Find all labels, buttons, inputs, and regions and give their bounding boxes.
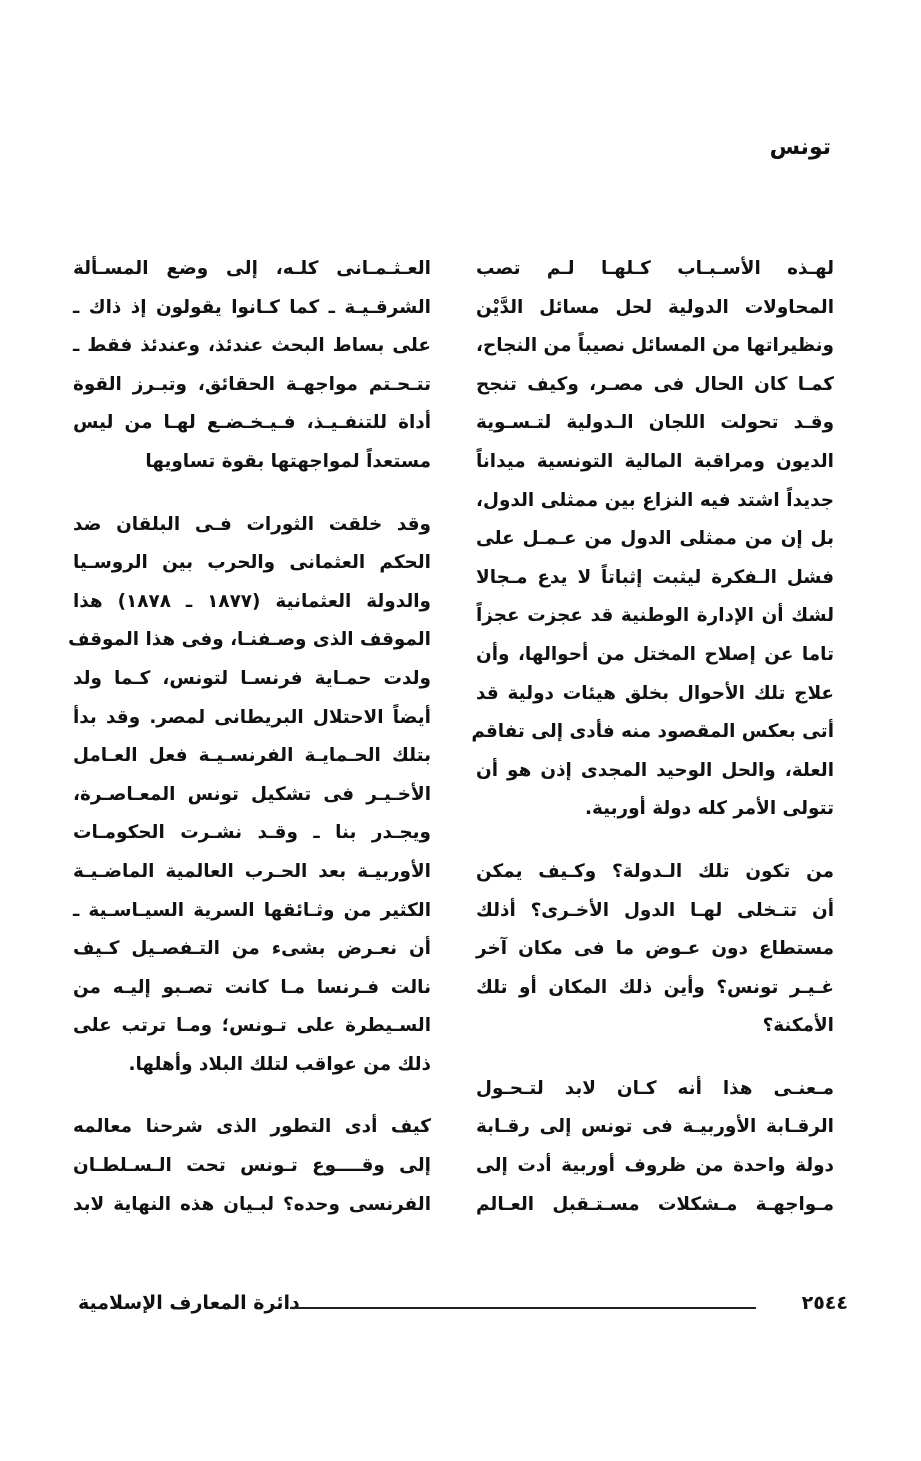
text-line: وقـد تحولت اللجان الـدولية لتـسـوية [476, 412, 834, 434]
footer-source-title: دائرة المعارف الإسلامية [78, 1292, 300, 1314]
text-line: ونظيراتها من المسائل نصيباً من النجاح، [476, 335, 834, 357]
text-line: فشل الـفكرة ليثبت إثباتاً لا يدع مـجالا [476, 566, 834, 588]
text-line: غـيـر تونس؟ وأين ذلك المكان أو تلك [476, 976, 834, 998]
text-line: أيضاً الاحتلال البريطانى لمصر. وقد بدأ [73, 706, 431, 728]
text-line: كمـا كان الحال فى مصـر، وكيف تنجح [476, 373, 834, 395]
text-line: من تكون تلك الـدولة؟ وكـيف يمكن [476, 860, 834, 882]
text-line: الرقـابة الأوربيـة فى تونس إلى رقـابة [476, 1116, 834, 1138]
footer-divider [290, 1307, 756, 1309]
text-line: الديون ومراقبة المالية التونسية ميداناً [476, 450, 834, 472]
text-line: جديداً اشتد فيه النزاع بين ممثلى الدول، [476, 489, 834, 511]
text-line: بل إن من ممثلى الدول من عـمـل على [476, 528, 834, 550]
text-line: مـعنـى هذا أنه كـان لابد لتـحـول [476, 1077, 834, 1099]
text-line: الفرنسى وحده؟ لبـيان هذه النهاية لابد [73, 1193, 431, 1215]
text-line: مـواجهـة مـشكلات مسـتـقبل العـالم [476, 1193, 834, 1215]
text-line: أن نعـرض بشىء من التـفصـيل كـيف [73, 938, 431, 960]
paragraph [73, 1108, 431, 1224]
text-line: الحكم العثمانى والحرب بين الروسـيا [73, 552, 431, 574]
text-line: على بساط البحث عندئذ، وعندئذ فقط ـ [73, 335, 431, 357]
text-line: بتلك الحـمايـة الفرنسـيـة فعل العـامل [73, 745, 431, 767]
text-line: مستطاع دون عـوض ما فى مكان آخر [476, 938, 834, 960]
text-line: الكثير من وثـائقها السرية السيـاسـية ـ [73, 899, 431, 921]
text-line: تتولى الأمر كله دولة أوربية. [584, 798, 834, 820]
text-line: كيف أدى التطور الذى شرحنا معالمه [73, 1116, 431, 1138]
text-line: الأخـيـر فى تشكيل تونس المعـاصـرة، [73, 783, 431, 805]
text-line: العـثـمـانى كلـه، إلى وضع المسـألة [73, 258, 431, 279]
text-line: إلى وقــــوع تـونس تحت الـسـلطـان [73, 1155, 431, 1177]
paragraph [471, 250, 834, 829]
text-line: العلة، والحل الوحيد المجدى إذن هو أن [476, 759, 834, 781]
paragraph [476, 853, 834, 1046]
text-line: أداة للتنفـيـذ، فـيـخـضـع لهـا من ليس [73, 412, 431, 434]
text-line: ولدت حمـاية فرنسـا لتونس، كـما ولد [73, 667, 431, 689]
text-column-right [471, 250, 834, 1248]
page-footer [78, 1292, 848, 1332]
text-line: الأمكنة؟ [762, 1015, 834, 1037]
paragraph [73, 250, 431, 482]
text-line: تاما عن إصلاح المختل من أحوالها، وأن [476, 643, 834, 665]
text-column-left [68, 250, 431, 1248]
paragraph [68, 506, 431, 1085]
running-head-title: تونس [769, 135, 831, 160]
text-line: وقد خلقت الثورات فـى البلقان ضد [73, 513, 431, 535]
text-line: ذلك من عواقب لتلك البلاد وأهلها. [128, 1053, 431, 1075]
text-line: الموقف الذى وصـفنـا، وفى هذا الموقف [68, 629, 431, 651]
page-number: ٢٥٤٤ [801, 1292, 848, 1314]
text-line: مستعداً لمواجهتها بقوة تساويها [145, 450, 431, 472]
text-line: لشك أن الإدارة الوطنية قد عجزت عجزاً [476, 605, 834, 627]
text-line: أتى بعكس المقصود منه فأدى إلى تفاقم [471, 721, 834, 743]
text-line: الشرقـيـة ـ كما كـانوا يقولون إذ ذاك ـ [73, 296, 431, 318]
text-line: السـيطرة على تـونس؛ ومـا ترتب على [73, 1015, 431, 1037]
paragraph [476, 1070, 834, 1224]
text-line: لهـذه الأسـبـاب كـلهـا لـم تصب [476, 258, 834, 279]
text-line: المحاولات الدولية لحل مسائل الدَّيْن [476, 296, 834, 318]
text-line: أن تتـخلى لهـا الدول الأخـرى؟ أذلك [476, 899, 834, 921]
text-line: والدولة العثمانية (١٨٧٧ ـ ١٨٧٨) هذا [73, 590, 431, 612]
text-line: تتـحـتم مواجهـة الحقائق، وتبـرز القوة [73, 373, 431, 395]
text-line: نالت فـرنسا مـا كانت تصـبو إليـه من [73, 976, 431, 998]
text-line: ويجـدر بنا ـ وقـد نشـرت الحكومـات [73, 822, 431, 844]
text-line: الأوربيـة بعد الحـرب العالمية الماضـيـة [73, 860, 431, 882]
text-line: علاج تلك الأحوال بخلق هيئات دولية قد [476, 682, 834, 704]
text-line: دولة واحدة من ظروف أوربية أدت إلى [476, 1155, 834, 1177]
